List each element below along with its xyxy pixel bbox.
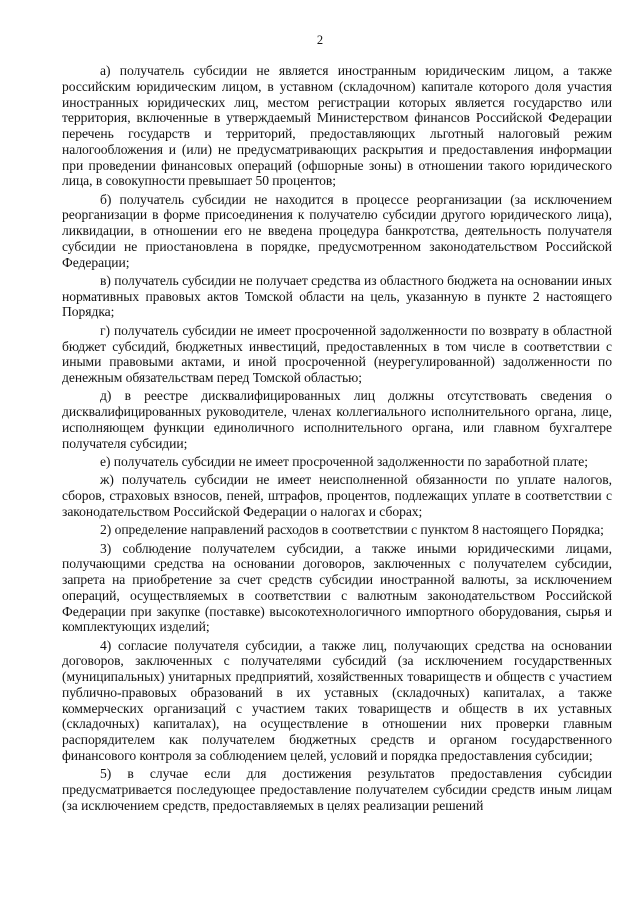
page-number: 2 xyxy=(316,33,324,47)
paragraph-g: г) получатель субсидии не имеет просроченной задолженности по возврату в областной бюджет субсидий, бюджетных инвестиций, предоставленных в том числе в соответствии с иными правовыми актами, и иной просроченной (неурегулированной) задолженности по денежным обязательствам перед Томской областью; xyxy=(62,322,612,386)
paragraph-d: д) в реестре дисквалифицированных лиц должны отсутствовать сведения о дисквалифицированных руководителе, членах коллегиального исполнительного органа, лице, исполняющем функции единоличного исполнительного органа, или главном бухгалтере получателя субсидии; xyxy=(62,388,612,451)
paragraph-v: в) получатель субсидии не получает средства из областного бюджета на основании иных нормативных правовых актов Томской области на цель, указанную в пункте 2 настоящего Порядка; xyxy=(62,272,612,320)
paragraph-item-5: 5) в случае если для достижения результатов предоставления субсидии предусматривается последующее предоставление получателем субсидии средств иным лицам (за исключением средств, предоставляемых в целях реализации решений xyxy=(62,766,612,813)
paragraph-item-2: 2) определение направлений расходов в соответствии с пунктом 8 настоящего Порядка; xyxy=(100,522,604,538)
paragraph-item-4: 4) согласие получателя субсидии, а также лиц, получающих средства на основании договоров, заключенных с получателями субсидий (за исключением государственных (муниципальных) унитарных предприятий, хозяйственных товариществ и обществ с участием публично-правовых образований в их уставных (складочных) капиталах, а также коммерческих организаций с участием таких товариществ и обществ в их уставных (складочных) капиталах), на осуществление в отношении них проверки главным распорядителем как получателем бюджетных средств и органом государственного финансового контроля за соблюдением целей, условий и порядка предоставления субсидии; xyxy=(62,637,612,763)
paragraph-b: б) получатель субсидии не находится в процессе реорганизации (за исключением реорганизации в форме присоединения к получателю субсидии другого юридического лица), ликвидации, в отношении его не введена процедура банкротства, деятельность получателя субсидии не приостановлена в порядке, предусмотренном законодательством Российской Федерации; xyxy=(62,191,612,270)
paragraph-zh: ж) получатель субсидии не имеет неисполненной обязанности по уплате налогов, сборов, страховых взносов, пеней, штрафов, процентов, подлежащих уплате в соответствии с законодательством Российской Федерации о налогах и сборах; xyxy=(62,472,612,519)
paragraph-item-3: 3) соблюдение получателем субсидии, а также иными юридическими лицами, получающими средства на основании договоров, заключенных с получателем субсидии, запрета на приобретение за счет средств субсидии иностранной валюты, за исключением операций, осуществляемых в соответствии с валютным законодательством Российской Федерации при закупке (поставке) высокотехнологичного импортного оборудования, сырья и комплектующих изделий; xyxy=(62,540,612,635)
paragraph-e: е) получатель субсидии не имеет просроченной задолженности по заработной плате; xyxy=(100,453,588,469)
paragraph-a: а) получатель субсидии не является иностранным юридическим лицом, а также российским юридическим лицом, в уставном (складочном) капитале которого доля участия иностранных юридических лиц, местом регистрации которых является государство или территория, включенные в утверждаемый Министерством финансов Российской Федерации перечень государств и территорий, предоставляющих льготный налоговый режим налогообложения и (или) не предусматривающих раскрытия и предоставления информации при проведении финансовых операций (офшорные зоны) в отношении такого юридического лица, в совокупности превышает 50 процентов; xyxy=(62,63,612,189)
document-body xyxy=(62,63,612,816)
